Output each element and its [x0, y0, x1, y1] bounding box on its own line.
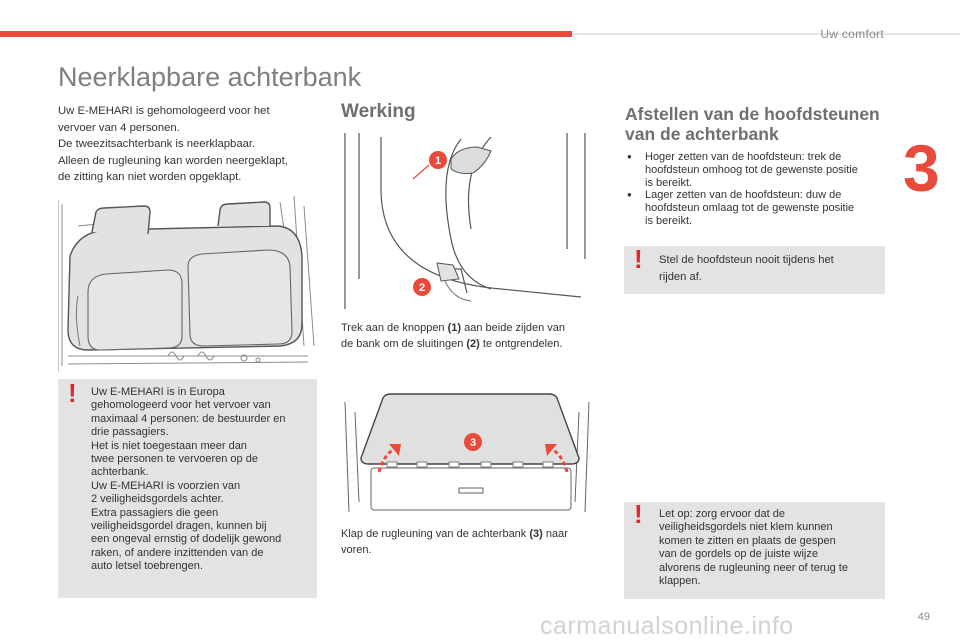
intro-line: De tweezitsachterbank is neerklapbaar.: [58, 138, 256, 151]
warning-line: 2 veiligheidsgordels achter.: [91, 493, 224, 506]
warning-line: komen te zitten en plaats de gespen: [659, 534, 836, 547]
warning-line: een ongeval ernstig of dodelijk gewond: [91, 533, 282, 546]
list-item: [625, 189, 887, 227]
rear-seat-illustration: [58, 196, 318, 372]
intro-line: Uw E-MEHARI is gehomologeerd voor het: [58, 105, 270, 117]
svg-text:1: 1: [434, 155, 442, 167]
callout-2: [413, 278, 431, 296]
page-number: 49: [917, 611, 930, 623]
step-2-text-part: naar: [542, 528, 568, 540]
list-item: [625, 151, 887, 189]
step-1-text: [341, 320, 603, 352]
step-1-text-part: te ontgrendelen.: [479, 338, 563, 350]
warning-line: auto letsel toebrengen.: [91, 560, 203, 573]
warning-text: [659, 252, 881, 285]
seat-release-illustration: [341, 129, 599, 314]
heading-headrests: [625, 104, 880, 144]
ref-2: (2): [466, 338, 480, 350]
list-item-line: is bereikt.: [645, 214, 693, 227]
page-title: Neerklapbare achterbank: [58, 62, 362, 92]
watermark: carmanualsonline.info: [540, 612, 794, 640]
header-rule: [572, 33, 960, 35]
intro-line: Alleen de rugleuning kan worden neergeklapt,: [58, 154, 288, 167]
warning-box-seatbelts: [624, 499, 885, 599]
svg-text:2: 2: [418, 282, 426, 294]
section-label: Uw comfort: [820, 27, 884, 41]
warning-line: Stel de hoofdsteun nooit tijdens het: [659, 254, 834, 266]
warning-line: veiligheidsgordel dragen, kunnen bij: [91, 520, 267, 533]
warning-line: alvorens de rugleuning neer of terug te: [659, 561, 848, 574]
heading-line: Afstellen van de hoofdsteunen: [625, 104, 880, 124]
step-1-text-part: de bank om de sluitingen: [341, 338, 467, 350]
intro-line: vervoer van 4 personen.: [58, 121, 180, 134]
headrest-instructions: [625, 151, 887, 228]
list-item-line: ● Lager zetten van de hoofdsteun: duw de: [645, 189, 842, 202]
callout-3: [464, 433, 482, 451]
list-item-line: hoofdsteun omhoog tot de gewenste positie: [645, 163, 858, 176]
chapter-number: 3: [903, 131, 940, 205]
warning-text: [659, 508, 883, 588]
warning-line: achterbank.: [91, 466, 149, 479]
step-1-text-part: Trek aan de knoppen: [341, 322, 448, 334]
step-2-text-part: Klap de rugleuning van de achterbank: [341, 528, 530, 540]
ref-3: (3): [529, 528, 543, 540]
warning-line: gehomologeerd voor het vervoer van: [91, 399, 271, 412]
ref-1: (1): [447, 322, 462, 334]
warning-line: drie passagiers.: [91, 426, 169, 439]
warning-line: Extra passagiers die geen: [91, 506, 219, 519]
step-1-text-part: aan beide zijden van: [461, 322, 566, 334]
warning-box-passengers: [58, 379, 317, 598]
step-2-text-part: voren.: [341, 544, 372, 556]
warning-text: [91, 386, 315, 574]
warning-line: rijden af.: [659, 270, 702, 283]
intro-paragraph: [58, 103, 320, 186]
heading-line: van de achterbank: [625, 124, 779, 144]
exclamation-icon: !: [68, 378, 77, 408]
warning-line: Let op: zorg ervoor dat de: [659, 508, 785, 520]
heading-werking: Werking: [341, 101, 416, 122]
exclamation-icon: !: [634, 244, 643, 274]
backrest-fold-illustration: [341, 392, 599, 518]
svg-text:3: 3: [469, 437, 477, 449]
intro-line: de zitting kan niet worden opgeklapt.: [58, 171, 242, 184]
list-item-line: hoofdsteun omlaag tot de gewenste positie: [645, 202, 855, 215]
warning-line: twee personen te vervoeren op de: [91, 453, 258, 466]
warning-line: klappen.: [659, 575, 701, 588]
warning-line: Uw E-MEHARI is voorzien van: [91, 479, 241, 492]
list-item-line: ● Hoger zetten van de hoofdsteun: trek de: [645, 151, 842, 163]
exclamation-icon: !: [634, 499, 643, 529]
header-accent-bar: [0, 31, 572, 37]
warning-line: van de gordels op de juiste wijze: [659, 548, 818, 561]
step-2-text: [341, 526, 603, 558]
warning-line: maximaal 4 personen: de bestuurder en: [91, 412, 286, 425]
warning-line: Het is niet toegestaan meer dan: [91, 439, 247, 452]
warning-line: veiligheidsgordels niet klem kunnen: [659, 521, 833, 534]
warning-line: Uw E-MEHARI is in Europa: [91, 386, 225, 398]
warning-line: raken, of andere inzittenden van de: [91, 546, 264, 559]
callout-1: [413, 151, 447, 179]
warning-box-headrest: [624, 246, 885, 294]
list-item-line: is bereikt.: [645, 176, 693, 189]
